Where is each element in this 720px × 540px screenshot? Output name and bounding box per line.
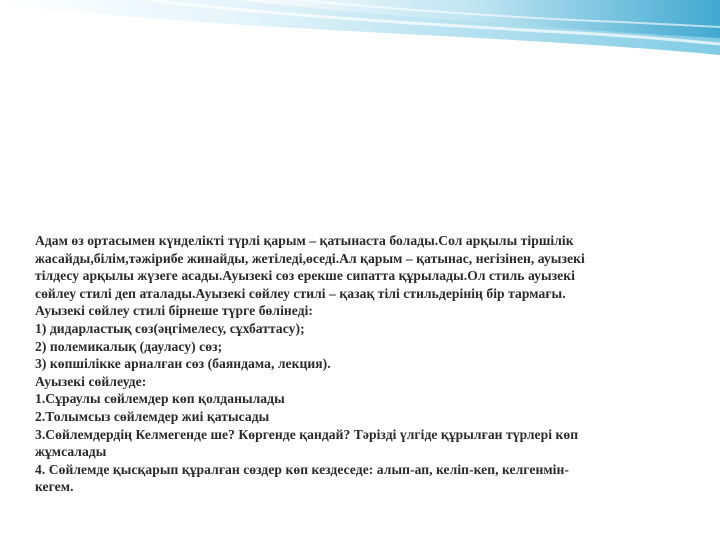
body-line: Ауызекі сөйлеуде: [35,373,147,389]
list-item: кегем. [35,479,74,495]
list-item: жұмсалады [35,444,107,460]
list-item: 2) полемикалық (дауласу) сөз; [35,338,223,354]
body-line: жасайды,білім,тәжірибе жинайды, жетіледі,өседі.Ал қарым – қатынас, негізінен, ауызекі [35,250,585,266]
list-item: 1.Сұраулы сөйлемдер көп қолданылады [35,391,285,407]
header-wave-decoration [0,0,720,70]
body-line: тілдесу арқылы жүзеге асады.Ауызекі сөз ерекше сипатта құрылады.Ол стиль ауызекі [35,268,575,284]
body-line: Ауызекі сөйлеу стилі бірнеше түрге бөлінеді: [35,303,314,319]
list-item: 2.Толымсыз сөйлемдер жиі қатысады [35,408,270,424]
list-item: 1) дидарластық сөз(әңгімелесу, сұхбаттасу); [35,320,305,336]
list-item: 3) көпшілікке арналған сөз (баяндама, лекция). [35,356,331,372]
body-line: сөйлеу стилі деп аталады.Ауызекі сөйлеу стилі – қазақ тілі стильдерінің бір тармағы. [35,285,566,301]
list-item: 3.Сөйлемдердің Келмегенде ше? Көргенде қандай? Тәрізді үлгіде құрылған түрлері көп [35,426,579,442]
list-item: 4. Сөйлемде қысқарып құралған сөздер көп кездеседе: алып-ап, келіп-кеп, келгенмін- [35,461,569,477]
body-line: Адам өз ортасымен күнделікті түрлі қарым – қатынаста болады.Сол арқылы тіршілік [35,233,574,248]
slide-body-text [35,232,685,496]
